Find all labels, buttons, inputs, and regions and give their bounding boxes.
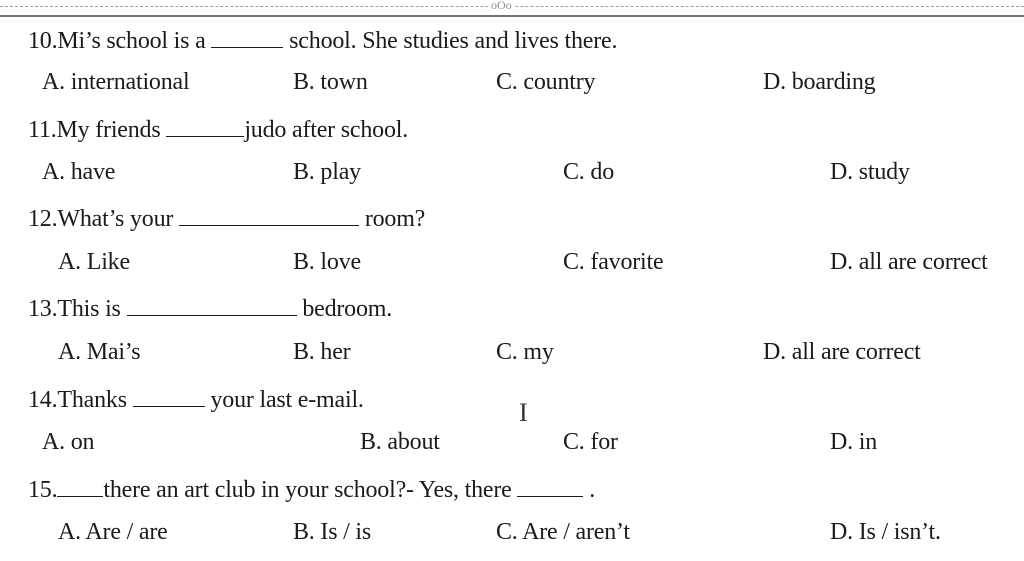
option-b[interactable]: B. about	[360, 429, 440, 455]
question-13	[28, 293, 392, 323]
option-b[interactable]: B. Is / is	[293, 519, 372, 545]
question-15	[28, 474, 595, 504]
option-a[interactable]: A. Are / are	[58, 519, 168, 545]
question-text: Thanks	[57, 387, 127, 413]
answer-blank[interactable]	[133, 384, 205, 407]
question-number: 15.	[28, 477, 58, 503]
option-c[interactable]: C. favorite	[563, 249, 664, 275]
header-ornament: oOo	[488, 0, 515, 12]
answer-blank[interactable]	[166, 114, 244, 137]
option-c[interactable]: C. my	[496, 339, 554, 365]
option-c[interactable]: C. for	[563, 429, 618, 455]
question-text: school. She studies and lives there.	[289, 28, 618, 54]
answer-blank[interactable]	[517, 474, 583, 497]
question-number: 13.	[28, 296, 58, 322]
question-12	[28, 203, 425, 233]
question-number: 11.	[28, 117, 57, 143]
option-b[interactable]: B. her	[293, 339, 351, 365]
option-d[interactable]: D. all are correct	[763, 339, 921, 365]
option-a[interactable]: A. international	[42, 69, 190, 95]
option-b[interactable]: B. play	[293, 159, 361, 185]
option-d[interactable]: D. all are correct	[830, 249, 988, 275]
question-text: room?	[364, 206, 426, 232]
option-d[interactable]: D. in	[830, 429, 878, 455]
option-b[interactable]: B. love	[293, 249, 361, 275]
header-rule	[0, 0, 1024, 18]
option-d[interactable]: D. study	[830, 159, 910, 185]
option-c[interactable]: C. country	[496, 69, 596, 95]
question-11	[28, 114, 408, 144]
text-cursor-icon: I	[519, 398, 528, 427]
option-c[interactable]: C. do	[563, 159, 615, 185]
question-text: bedroom.	[302, 296, 393, 322]
question-text: My friends	[56, 117, 161, 143]
option-c[interactable]: C. Are / aren’t	[496, 519, 630, 545]
question-number: 12.	[28, 206, 58, 232]
answer-blank[interactable]	[57, 474, 103, 497]
option-d[interactable]: D. boarding	[763, 69, 876, 95]
question-text: This is	[57, 296, 121, 322]
question-10	[28, 25, 617, 55]
question-number: 14.	[28, 387, 58, 413]
answer-blank[interactable]	[211, 25, 283, 48]
question-text: your last e-mail.	[210, 387, 364, 413]
question-text: judo after school.	[244, 117, 409, 143]
answer-blank[interactable]	[179, 203, 359, 226]
question-text: What’s your	[57, 206, 174, 232]
option-a[interactable]: A. have	[42, 159, 116, 185]
question-text: there an art club in your school?- Yes, there	[103, 477, 512, 503]
question-14	[28, 384, 364, 414]
question-text: .	[589, 477, 596, 503]
answer-blank[interactable]	[127, 293, 297, 316]
solid-rule	[0, 15, 1024, 17]
option-a[interactable]: A. Mai’s	[58, 339, 141, 365]
option-a[interactable]: A. on	[42, 429, 95, 455]
question-number: 10.	[28, 28, 58, 54]
option-a[interactable]: A. Like	[58, 249, 130, 275]
option-b[interactable]: B. town	[293, 69, 368, 95]
option-d[interactable]: D. Is / isn’t.	[830, 519, 941, 545]
question-text: Mi’s school is a	[57, 28, 206, 54]
